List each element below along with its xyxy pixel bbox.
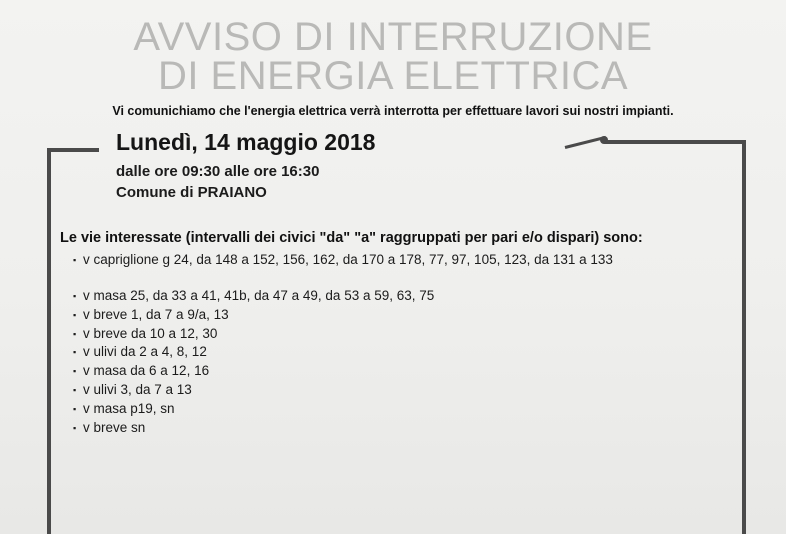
street-item <box>73 251 613 270</box>
street-item <box>73 400 434 419</box>
streets-heading: Le vie interessate (intervalli dei civici "da" "a" raggruppati per pari e/o dispari) sono: <box>60 230 643 246</box>
street-item <box>73 325 434 344</box>
outage-comune: Comune di PRAIANO <box>116 184 267 201</box>
outage-hours: dalle ore 09:30 alle ore 16:30 <box>116 163 320 180</box>
street-item-text: v masa p19, sn <box>83 400 175 416</box>
street-item-text: v breve sn <box>83 419 146 435</box>
bullet-icon: ▪ <box>73 291 77 301</box>
outage-date: Lunedì, 14 maggio 2018 <box>116 129 376 155</box>
street-item <box>73 381 434 400</box>
bullet-icon: ▪ <box>73 309 77 320</box>
street-item-text: v masa 25, da 33 a 41, 41b, da 47 a 49, da 53 a 59, 63, 75 <box>83 288 435 303</box>
street-item-text: v breve da 10 a 12, 30 <box>83 325 218 341</box>
frame-top-left-border <box>47 148 99 152</box>
street-item-text: v ulivi 3, da 7 a 13 <box>83 381 192 397</box>
bullet-icon: ▪ <box>73 403 77 414</box>
bullet-icon: ▪ <box>73 422 77 433</box>
street-item <box>73 343 434 362</box>
street-item <box>73 362 434 381</box>
bullet-icon: ▪ <box>73 366 77 377</box>
street-item-text: v capriglione g 24, da 148 a 152, 156, 162, da 170 a 178, 77, 97, 105, 123, da 131 a 133 <box>83 252 613 267</box>
bullet-icon: ▪ <box>73 384 77 395</box>
street-item <box>73 419 434 438</box>
street-item-text: v ulivi da 2 a 4, 8, 12 <box>83 344 207 360</box>
street-list-rest <box>73 287 434 437</box>
frame-left-border <box>47 148 51 534</box>
street-item <box>73 306 434 325</box>
notice-title-line-1: AVVISO DI INTERRUZIONE <box>133 15 653 59</box>
notice-title-line-2: DI ENERGIA ELETTRICA <box>157 54 629 98</box>
bullet-icon: ▪ <box>73 347 77 358</box>
frame-right-border <box>742 140 746 534</box>
street-item-text: v breve 1, da 7 a 9/a, 13 <box>83 306 229 322</box>
street-item <box>73 287 434 306</box>
street-item-text: v masa da 6 a 12, 16 <box>83 363 210 379</box>
street-list-first <box>73 251 613 270</box>
frame-top-right-border <box>604 140 746 144</box>
intro-text: Vi comunichiamo che l'energia elettrica verrà interrotta per effettuare lavori sui nostri impianti. <box>112 104 674 118</box>
bullet-icon: ▪ <box>73 255 77 265</box>
bullet-icon: ▪ <box>73 328 77 339</box>
